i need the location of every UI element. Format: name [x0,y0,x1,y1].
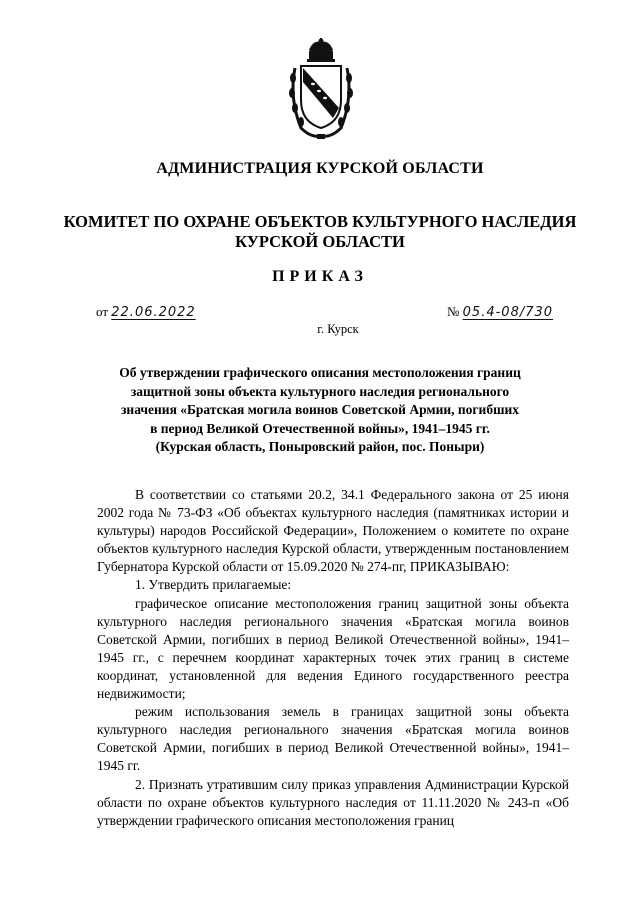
order-date-value: 22.06.2022 [111,305,196,320]
order-date [96,304,196,320]
order-subject-line2: защитной зоны объекта культурного наследия регионального [130,383,510,399]
order-subject-line4: в период Великой Отечественной войны», 1941–1945 гг. [150,420,490,436]
administration-title: АДМИНИСТРАЦИЯ КУРСКОЙ ОБЛАСТИ [156,160,484,177]
committee-title-line1: КОМИТЕТ ПО ОХРАНЕ ОБЪЕКТОВ КУЛЬТУРНОГО НАСЛЕДИЯ [63,212,577,231]
order-body [97,486,569,830]
body-paragraph-item-1: 1. Утвердить прилагаемые: [135,577,292,593]
kursk-coat-of-arms-icon [287,38,355,142]
committee-title-line2: КУРСКОЙ ОБЛАСТИ [235,232,405,251]
order-subject-line1: Об утверждении графического описания местоположения границ [119,365,521,380]
order-number [447,304,553,320]
document-type: ПРИКАЗ [272,268,368,285]
city: г. Курск [317,322,359,336]
order-subject-line5: (Курская область, Поныровский район, пос. Поныри) [155,439,485,455]
committee-title [0,212,640,252]
body-paragraph-item-1a: графическое описание местоположения границ защитной зоны объекта культурного наследия регионального значения «Братская могила воинов Советской Армии, погибших в период Великой Отечественной войны», 1941–1945 гг., с перечнем координат характерных точек этих границ в системе координат, установленной для ведения Единого государственного реестра недвижимости; [97,595,569,702]
order-subject-line3: значения «Братская могила воинов Советской Армии, погибших [121,402,519,418]
order-number-value: 05.4-08/730 [462,305,554,320]
order-date-prefix: от [96,304,109,319]
body-paragraph-item-1b: режим использования земель в границах защитной зоны объекта культурного наследия регионального значения «Братская могила воинов Советской Армии, погибших в период Великой Отечественной войны», 1941–1945 гг. [97,704,569,774]
order-number-prefix: № [447,304,460,319]
body-paragraph-preamble: В соответствии со статьями 20.2, 34.1 Федерального закона от 25 июня 2002 года № 73-ФЗ «Об объектах культурного наследия (памятниках истории и культуры) народов Российской Федерации», Положением о комитете по охране объектов культурного наследия Курской области, утвержденным постановлением Губернатора Курской области от 15.09.2020 № 274-пг, ПРИКАЗЫВАЮ: [97,487,569,575]
order-subject [0,364,640,457]
body-paragraph-item-2: 2. Признать утратившим силу приказ управления Администрации Курской области по охране объектов культурного наследия от 11.11.2020 № 243-п «Об утверждении графического описания местоположения границ [97,776,569,828]
